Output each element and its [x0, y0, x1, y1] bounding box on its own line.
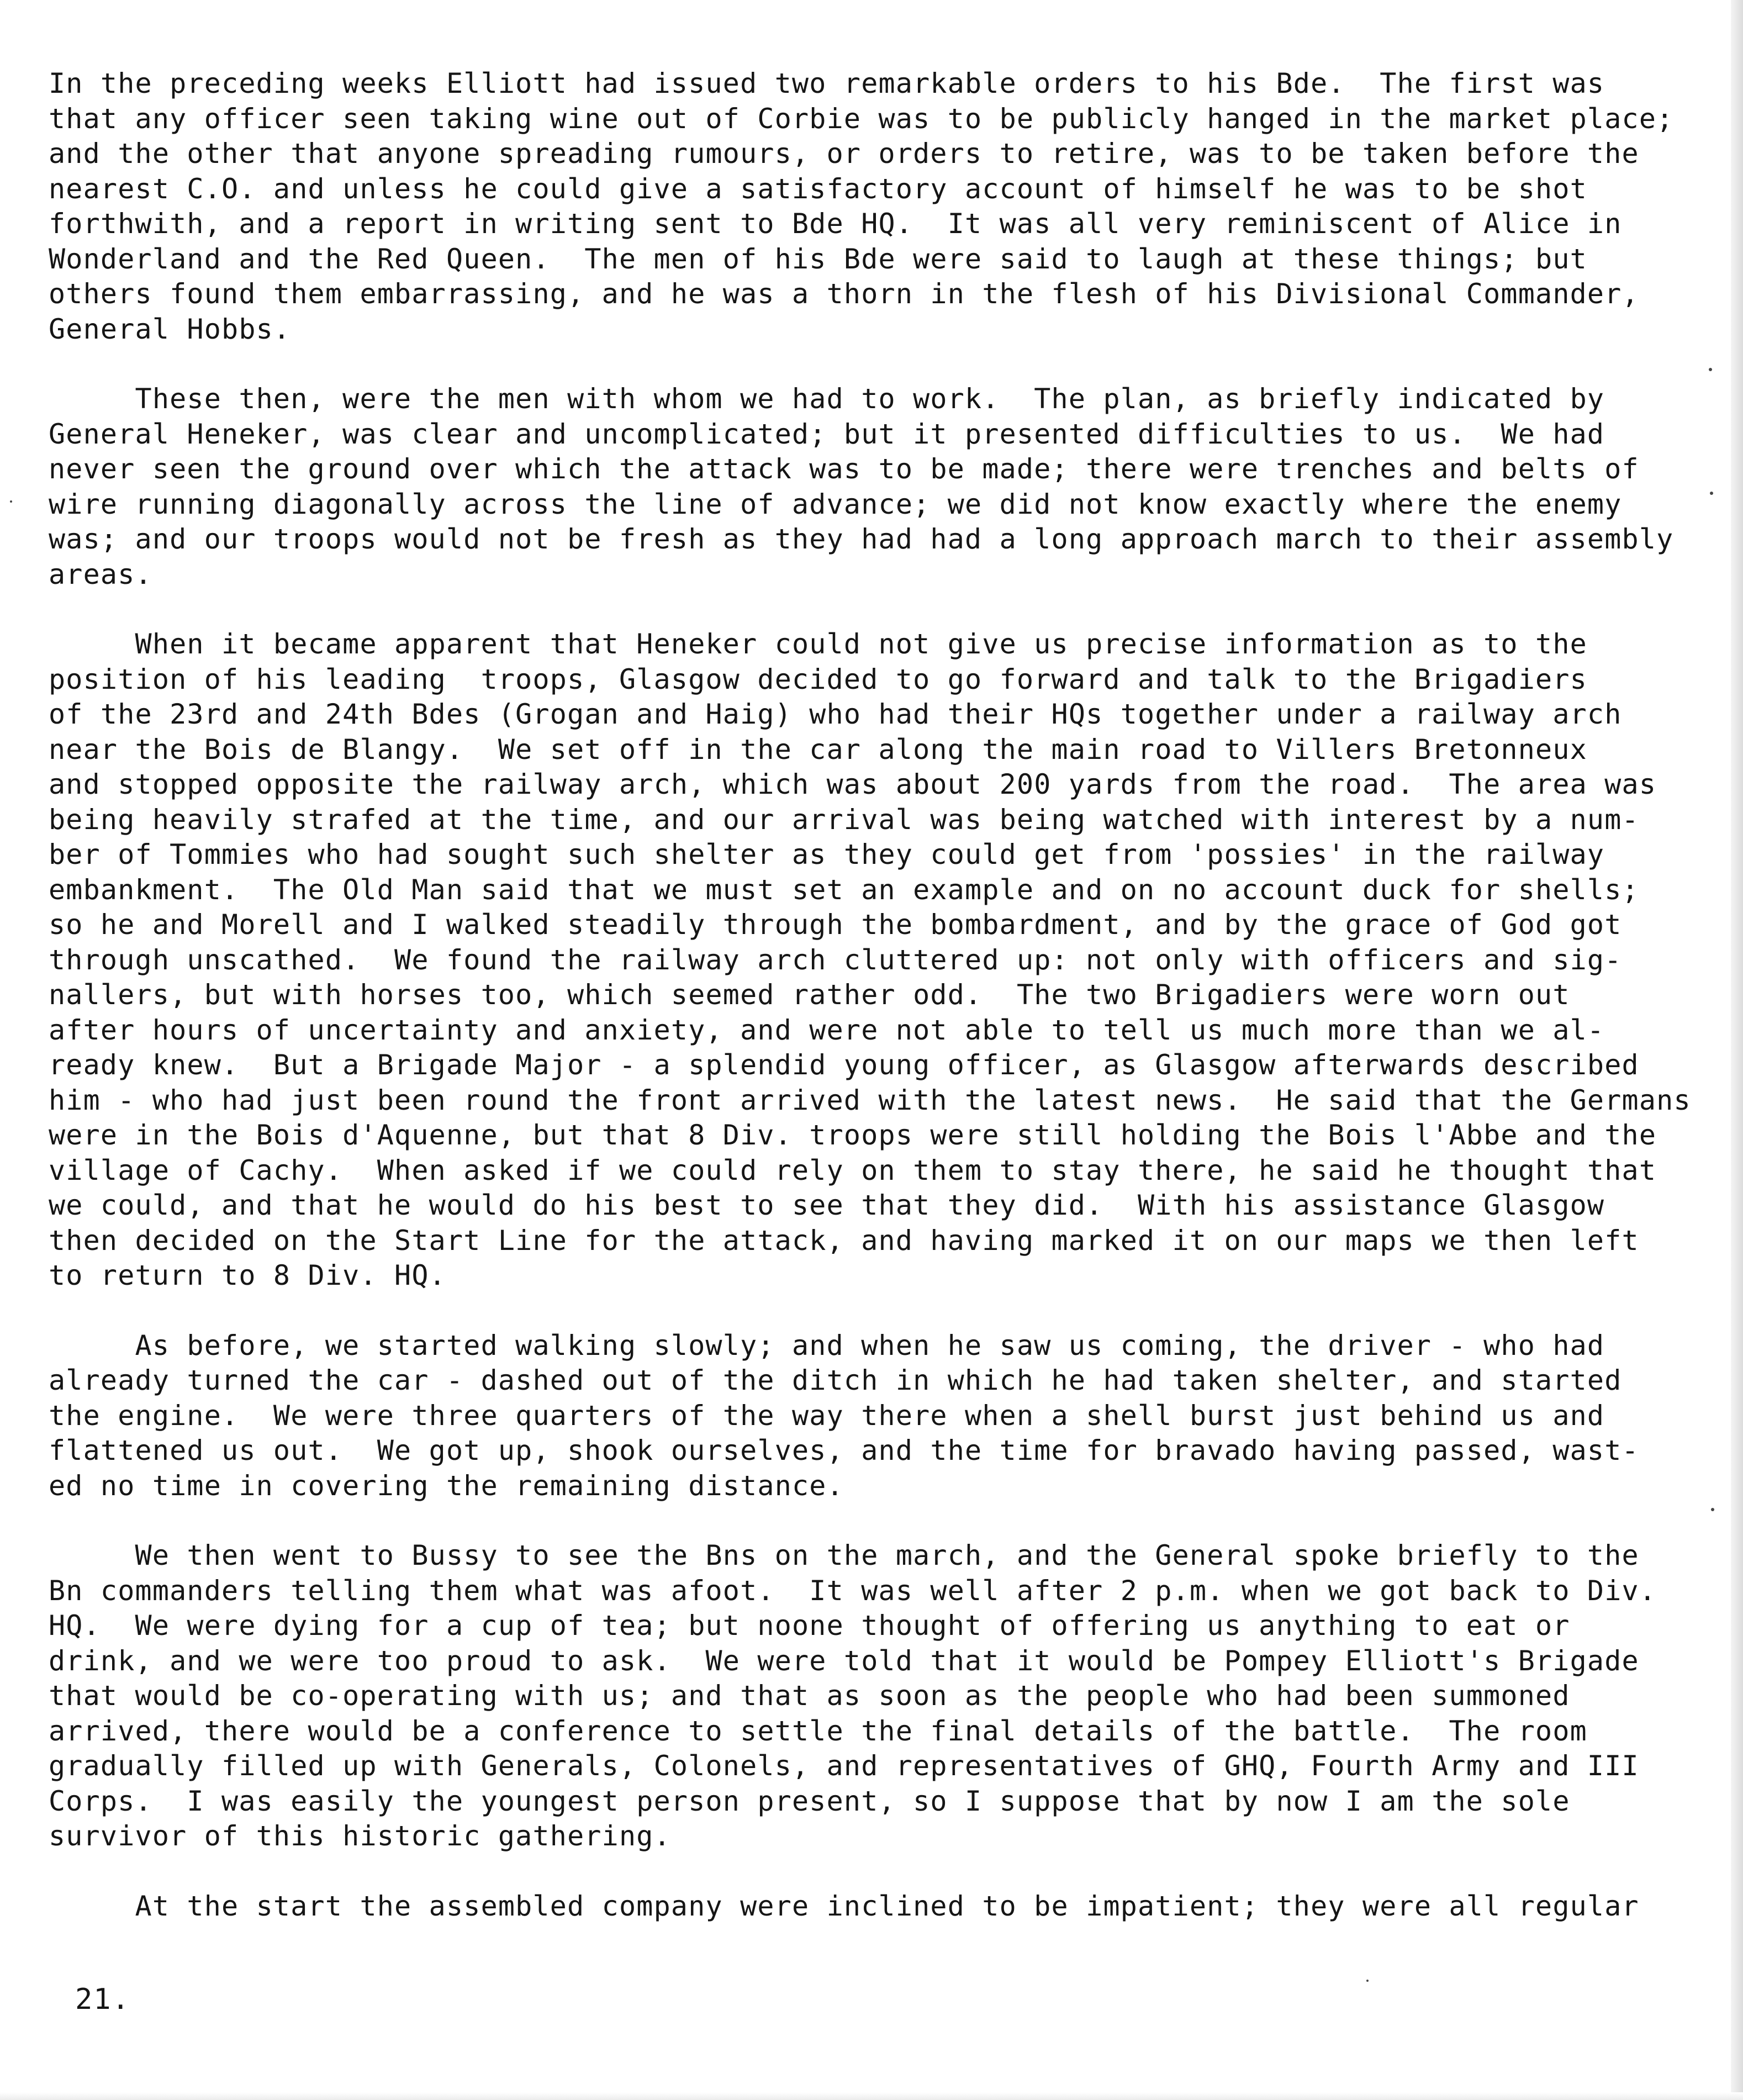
scan-speck — [10, 500, 12, 503]
paragraph-plan: These then, were the men with whom we had to work. The plan, as briefly indicated by General Heneker, was clear and uncomplicated; but it presented difficulties to us. We had never seen the ground over which the attack was to be made; there were trenches and belts of wire running diagonally across the line of advance; we did not know exactly where the enemy was; and our troops would not be fresh as they had had a long approach march to their assembly areas. — [49, 383, 1674, 590]
page-number: 21. — [75, 1983, 130, 2016]
paragraph-shell-burst: As before, we started walking slowly; and when he saw us coming, the driver - who had already turned the car - dashed out of the ditch in which he had taken shelter, and started the engine. We were three quarters of the way there when a shell burst just behind us and flattened us out. We got up, shook ourselves, and the time for bravado having passed, wast- ed no time in covering the remaining distance. — [49, 1329, 1639, 1502]
scan-speck — [1710, 492, 1713, 495]
page-edge-shadow — [1731, 0, 1743, 2100]
paragraph-elliott-orders: In the preceding weeks Elliott had issued two remarkable orders to his Bde. The first was that any officer seen taking wine out of Corbie was to be publicly hanged in the market place; and the other that anyone spreading rumours, or orders to retire, was to be taken before the nearest C.O. and unless he could give a satisfactory account of himself he was to be shot forthwith, and a report in writing sent to Bde HQ. It was all very reminiscent of Alice in Wonderland and the Red Queen. The men of his Bde were said to laugh at these things; but others found them embarrassing, and he was a thorn in the flesh of his Divisional Commander, General Hobbs. — [49, 67, 1674, 345]
body-text — [49, 66, 1691, 1924]
paragraph-assembled-company: At the start the assembled company were inclined to be impatient; they were all regular — [49, 1890, 1639, 1922]
scan-speck — [1366, 1980, 1369, 1982]
page-bottom-edge — [0, 2092, 1743, 2100]
paragraph-conference: We then went to Bussy to see the Bns on the march, and the General spoke briefly to the Bn commanders telling them what was afoot. It was well after 2 p.m. when we got back to Div. HQ. We were dying for a cup of tea; but noone thought of offering us anything to eat or drink, and we were too proud to ask. We were told that it would be Pompey Elliott's Brigade that would be co-operating with us; and that as soon as the people who had been summoned arrived, there would be a conference to settle the final details of the battle. The room gradually filled up with Generals, Colonels, and representatives of GHQ, Fourth Army and III Corps. I was easily the youngest person present, so I suppose that by now I am the sole survivor of this historic gathering. — [49, 1539, 1657, 1852]
paragraph-railway-arch: When it became apparent that Heneker could not give us precise information as to the position of his leading troops, Glasgow decided to go forward and talk to the Brigadiers of the 23rd and 24th Bdes (Grogan and Haig) who had their HQs together under a railway arch near the Bois de Blangy. We set off in the car along the main road to Villers Bretonneux and stopped opposite the railway arch, which was about 200 yards from the road. The area was being heavily strafed at the time, and our arrival was being watched with interest by a num- ber of Tommies who had sought such shelter as they could get from 'possies' in the railway embankment. The Old Man said that we must set an example and on no account duck for shells; so he and Morell and I walked steadily through the bombardment, and by the grace of God got through unscathed. We found the railway arch cluttered up: not only with officers and sig- nallers, but with horses too, which seemed rather odd. The two Brigadiers were worn out after hours of uncertainty and anxiety, and were not able to tell us much more than we al- ready knew. But a Brigade Major - a splendid young officer, as Glasgow afterwards described him - who had just been round the front arrived with the latest news. He said that the Germans were in the Bois d'Aquenne, but that 8 Div. troops were still holding the Bois l'Abbe and the village of Cachy. When asked if we could rely on them to stay there, he said he thought that we could, and that he would do his best to see that they did. With his assistance Glasgow then decided on the Start Line for the attack, and having marked it on our maps we then left to return to 8 Div. HQ. — [49, 628, 1691, 1291]
scan-speck — [1709, 368, 1712, 371]
scan-speck — [1711, 1508, 1714, 1511]
